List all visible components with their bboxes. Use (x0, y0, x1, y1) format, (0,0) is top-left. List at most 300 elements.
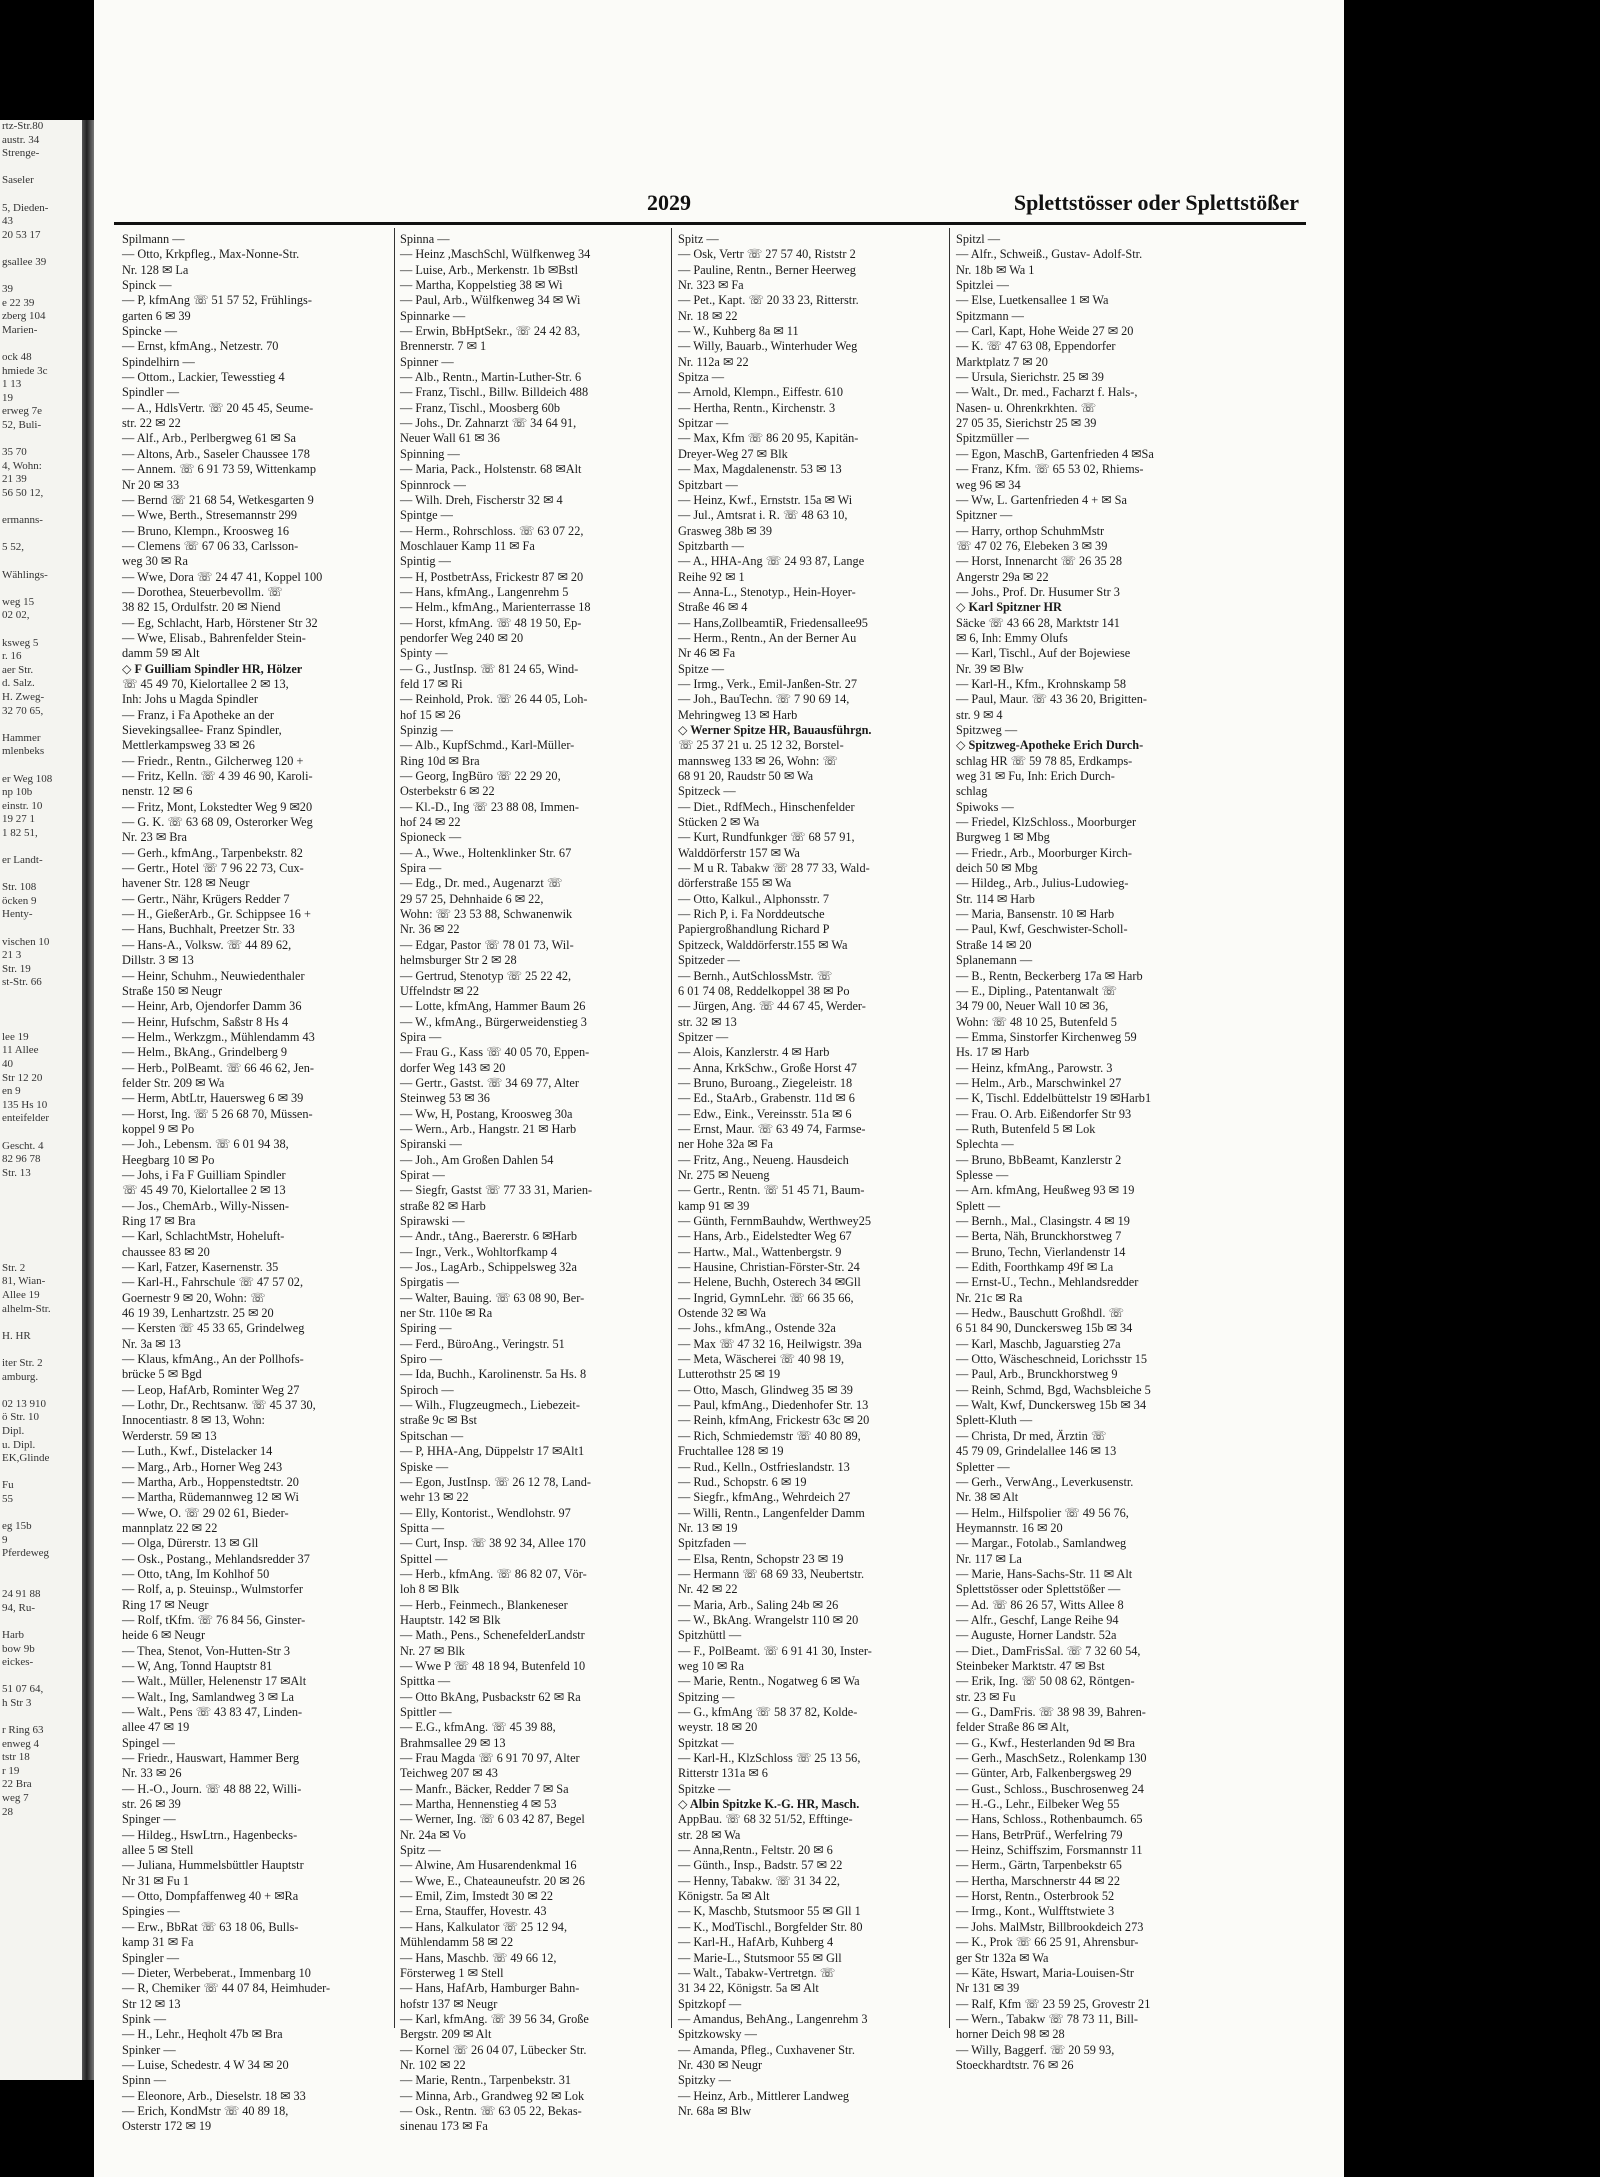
directory-entry-line: — Fritz, Kelln. ☏ 4 39 46 90, Karoli- (122, 769, 313, 784)
directory-entry-line: — Johs. MalMstr, Billbrookdeich 273 (956, 1919, 1144, 1934)
surname-heading: Sievekingsallee- Franz Spindler, (122, 723, 282, 737)
surname-heading: mannplatz 22 ✉ 22 (122, 1520, 218, 1535)
directory-entry-line: — Wwe, O. ☏ 29 02 61, Bieder- (122, 1505, 289, 1520)
directory-entry-line: — Herm., Rentn., An der Berner Au (678, 630, 857, 645)
fragment-line (0, 1615, 82, 1629)
surname-heading: weystr. 18 ✉ 20 (678, 1720, 758, 1735)
directory-entry-line: — Ed., StaArb., Grabenstr. 11d ✉ 6 (678, 1091, 855, 1106)
directory-entry-line: — Hans, Maschb. ☏ 49 66 12, (400, 1950, 557, 1965)
directory-entry-line: — Gerh., MaschSetz., Rolenkamp 130 (956, 1751, 1147, 1766)
directory-entry-line: — Willi, Rentn., Langenfelder Damm (678, 1505, 865, 1520)
fragment-line (0, 759, 82, 773)
directory-entry-line: — F., PolBeamt. ☏ 6 91 41 30, Inster- (678, 1643, 872, 1658)
directory-entry-line: — A., HHA-Ang ☏ 24 93 87, Lange (678, 554, 865, 569)
surname-heading: Ostende 32 ✉ Wa (678, 1306, 766, 1321)
surname-heading: Spitzkat — (678, 1735, 734, 1750)
surname-heading: Spitzing — (678, 1689, 735, 1704)
fragment-line: rtz-Str.80 (2, 120, 44, 132)
fragment-line: 9 (2, 1533, 8, 1546)
directory-entry-line: — Ferd., BüroAng., Veringstr. 51 (400, 1336, 565, 1351)
directory-entry-line: — Karl-H., Kfm., Krohnskamp 58 (956, 676, 1127, 691)
surname-heading: Nr. 33 ✉ 26 (122, 1766, 182, 1781)
surname-heading: Nr. 275 ✉ Neueng (678, 1167, 770, 1182)
directory-entry-line: — Bruno, BbBeamt, Kanzlerstr 2 (956, 1152, 1122, 1167)
surname-heading: Nr. 102 ✉ 22 (400, 2057, 466, 2072)
directory-entry-line: — Hans, HafArb, Hamburger Bahn- (400, 1981, 580, 1996)
directory-entry-line: — Maria, Pack., Holstenstr. 68 ✉Alt (400, 462, 582, 477)
directory-entry-line: ◇ F Guilliam Spindler HR, Hölzer (122, 661, 303, 676)
fragment-line: 1 13 (2, 378, 22, 391)
directory-entry-line: — Wern., Arb., Hangstr. 21 ✉ Harb (400, 1121, 577, 1136)
directory-entry-line: — Walter, Bauing. ☏ 63 08 90, Ber- (400, 1290, 585, 1305)
surname-heading: Nr. 18b ✉ Wa 1 (956, 262, 1035, 277)
fragment-line: Str. 13 (2, 1166, 31, 1179)
directory-entry-line: — Gertr., Rentn. ☏ 51 45 71, Baum- (678, 1183, 865, 1198)
directory-entry-line: — Bruno, Buroang., Ziegeleistr. 18 (678, 1075, 853, 1090)
surname-heading: 31 34 22, Königstr. 5a ✉ Alt (678, 1981, 819, 1996)
directory-entry-line: — Horst, kfmAng. ☏ 48 19 50, Ep- (400, 615, 582, 630)
surname-heading: Osterstr 172 ✉ 19 (122, 2119, 212, 2134)
directory-entry-line: — Wilh., Flugzeugmech., Liebezeit- (400, 1398, 580, 1413)
fragment-line (0, 1235, 82, 1249)
surname-heading: Spinn — (122, 2073, 167, 2088)
directory-entry-line: — E.G., kfmAng. ☏ 45 39 88, (400, 1720, 556, 1735)
directory-entry-line: — Alb., Rentn., Martin-Luther-Str. 6 (400, 370, 582, 385)
surname-heading: Moschlauer Kamp 11 ✉ Fa (400, 538, 535, 553)
fragment-line (0, 1316, 82, 1330)
directory-entry-line: — Helene, Buchh, Osterech 34 ✉Gll (678, 1275, 861, 1290)
directory-entry-line: — Horst, Ing. ☏ 5 26 68 70, Müssen- (122, 1106, 313, 1121)
directory-entry-line: — Bruno, Techn, Vierlandenstr 14 (956, 1244, 1126, 1259)
directory-entry-line: — Math., Pens., SchenefelderLandstr (400, 1628, 585, 1643)
surname-heading: Spink — (122, 2011, 167, 2026)
directory-entry-line: — Ad. ☏ 86 26 57, Witts Allee 8 (956, 1597, 1124, 1612)
scan-border (1344, 0, 1600, 2177)
fragment-line: bow 9b (2, 1642, 35, 1655)
fragment-line (0, 1507, 82, 1521)
running-title: Splettstösser oder Splettstößer (1013, 190, 1299, 215)
surname-heading: Nr. 18 ✉ 22 (678, 308, 738, 323)
fragment-line: Pferdeweg (2, 1547, 50, 1560)
surname-heading: Spitz — (400, 1843, 441, 1858)
surname-heading: Stücken 2 ✉ Wa (678, 815, 760, 830)
fragment-line: 81, Wian- (2, 1275, 46, 1288)
surname-heading: Spingler — (122, 1950, 180, 1965)
directory-entry-line: — P, kfmAng ☏ 51 57 52, Frühlings- (122, 293, 312, 308)
surname-heading: Ring 10d ✉ Bra (400, 753, 480, 768)
fragment-line: u. Dipl. (2, 1438, 36, 1451)
surname-heading: sinenau 173 ✉ Fa (400, 2119, 488, 2134)
fragment-line: 55 (2, 1492, 13, 1505)
directory-entry-line: — Amanda, Pfleg., Cuxhavener Str. (678, 2042, 855, 2057)
fragment-line: eg 15b (2, 1520, 32, 1533)
surname-heading: Nr 46 ✉ Fa (678, 646, 736, 661)
directory-entry-line: — Hans, Buchhalt, Preetzer Str. 33 (122, 922, 295, 937)
directory-entry-line: — Karl, Tischl., Auf der Bojewiese (956, 646, 1131, 661)
directory-entry-line: — Friedel, KlzSchloss., Moorburger (956, 815, 1137, 830)
fragment-line: r Ring 63 (2, 1724, 44, 1737)
surname-heading: Brahmsallee 29 ✉ 13 (400, 1735, 506, 1750)
directory-entry-line: — Karl-H., HafArb, Kuhberg 4 (678, 1935, 834, 1950)
directory-entry-line: — Karl, Maschb, Jaguarstieg 27a (956, 1336, 1121, 1351)
fragment-line (0, 1017, 82, 1031)
directory-entry-line: — Hermann ☏ 68 69 33, Neubertstr. (678, 1566, 865, 1581)
directory-entry-line: — G. K. ☏ 63 68 09, Osterorker Weg (122, 815, 313, 830)
directory-entry-line: — Frau G., Kass ☏ 40 05 70, Eppen- (400, 1045, 590, 1060)
directory-entry-line: — Hans, Schloss., Rothenbaumch. 65 (956, 1812, 1143, 1827)
surname-heading: Nr. 430 ✉ Neugr (678, 2057, 763, 2072)
directory-entry-line: — Gertrud, Stenotyp ☏ 25 22 42, (400, 968, 572, 983)
directory-entry-line: — Heinr, Arb, Ojendorfer Damm 36 (122, 999, 302, 1014)
surname-heading: Ring 17 ✉ Neugr (122, 1597, 209, 1612)
directory-page (94, 0, 1344, 2177)
fragment-line (0, 1670, 82, 1684)
surname-heading: Spinzig — (400, 723, 453, 737)
directory-entry-line: — K. ☏ 47 63 08, Eppendorfer (956, 339, 1116, 354)
directory-entry-line: — Herb., kfmAng. ☏ 86 82 07, Vör- (400, 1566, 587, 1581)
directory-entry-line: — Günth., Insp., Badstr. 57 ✉ 22 (678, 1858, 843, 1873)
surname-heading: Nr. 38 ✉ Alt (956, 1490, 1019, 1505)
surname-heading: Spitzmüller — (956, 431, 1029, 446)
directory-entry-line: — Meta, Wäscherei ☏ 40 98 19, (678, 1352, 845, 1367)
directory-entry-line: — Otto BkAng, Pusbackstr 62 ✉ Ra (400, 1689, 581, 1704)
surname-heading: Reihe 92 ✉ 1 (678, 569, 745, 584)
surname-heading: AppBau. ☏ 68 32 51/52, Efftinge- (678, 1812, 853, 1827)
surname-heading: Spiwoks — (956, 799, 1014, 814)
surname-heading: Inh: Johs u Magda Spindler (122, 692, 258, 707)
surname-heading: Spitzkopf — (678, 1996, 742, 2011)
directory-entry-line: — Ruth, Butenfeld 5 ✉ Lok (956, 1121, 1096, 1136)
directory-entry-line: ◇ Spitzweg-Apotheke Erich Durch- (956, 738, 1144, 753)
surname-heading: Spitzfaden — (678, 1536, 746, 1551)
directory-entry-line: — Marie-L., Stutsmoor 55 ✉ Gll (678, 1950, 842, 1965)
surname-heading: chaussee 83 ✉ 20 (122, 1244, 210, 1259)
directory-entry-line: — Gust., Schloss., Buschrosenweg 24 (956, 1781, 1144, 1796)
surname-heading: deich 50 ✉ Mbg (956, 861, 1038, 876)
directory-entry-line: — Heinz, Kwf., Ernststr. 15a ✉ Wi (678, 492, 853, 507)
directory-entry-line: — W., kfmAng., Bürgerweidenstieg 3 (400, 1014, 587, 1029)
directory-entry-line: — Diet., DamFrisSal. ☏ 7 32 60 54, (956, 1643, 1141, 1658)
surname-heading: Spitzhüttl — (678, 1628, 742, 1643)
surname-heading: wehr 13 ✉ 22 (400, 1490, 469, 1505)
directory-entry-line: — H.-G., Lehr., Eilbeker Weg 55 (956, 1797, 1120, 1812)
directory-entry-line: — Rich, Schmiedemstr ☏ 40 80 89, (678, 1428, 861, 1443)
fragment-line (0, 1466, 82, 1480)
directory-entry-line: — Bernh., Mal., Clasingstr. 4 ✉ 19 (956, 1214, 1130, 1228)
directory-entry-line: — Ingr., Verk., Wohltorfkamp 4 (400, 1244, 558, 1259)
directory-entry-line: — Siegfr., kfmAng., Wehrdeich 27 (678, 1490, 851, 1505)
fragment-line: 21 3 (2, 949, 22, 962)
directory-entry-line: — Friedr., Hauswart, Hammer Berg (122, 1751, 300, 1766)
directory-entry-line: — Osk, Vertr ☏ 27 57 40, Riststr 2 (678, 247, 856, 262)
directory-entry-line: — Alfr., Schweiß., Gustav- Adolf-Str. (956, 247, 1143, 262)
directory-entry-line: — Wern., Tabakw ☏ 78 73 11, Bill- (956, 2011, 1139, 2026)
directory-entry-line: — Otto, Kalkul., Alphonsstr. 7 (678, 891, 829, 906)
surname-heading: Spitzer — (678, 1029, 729, 1044)
column-2 (400, 232, 678, 2134)
directory-entry-line: — A., Wwe., Holtenklinker Str. 67 (400, 845, 572, 860)
directory-entry-line: — Bruno, Klempn., Kroosweg 16 (122, 523, 290, 538)
directory-entry-line: — Franz, Tischl., Moosberg 60b (400, 400, 560, 415)
fragment-line: er Weg 108 (2, 772, 53, 785)
directory-entry-line: — Arnold, Klempn., Eiffestr. 610 (678, 385, 844, 400)
surname-heading: Mettlerkampsweg 33 ✉ 26 (122, 738, 255, 753)
surname-heading: Spintig — (400, 554, 451, 569)
directory-entry-line: — Kl.-D., Ing ☏ 23 88 08, Immen- (400, 799, 579, 814)
directory-entry-line: — Karl-H., Fahrschule ☏ 47 57 02, (122, 1275, 304, 1290)
directory-entry-line: — Fritz, Ang., Neueng. Hausdeich (678, 1152, 849, 1167)
surname-heading: Spitzeck — (678, 784, 736, 799)
directory-entry-line: — Luise, Schedestr. 4 W 34 ✉ 20 (122, 2057, 289, 2072)
surname-heading: Angerstr 29a ✉ 22 (956, 569, 1049, 584)
directory-entry-line: — Fritz, Mont, Lokstedter Weg 9 ✉20 (122, 799, 313, 814)
directory-entry-line: — Erwin, BbHptSekr., ☏ 24 42 83, (400, 324, 581, 339)
directory-entry-line: — Edgar, Pastor ☏ 78 01 73, Wil- (400, 937, 574, 952)
directory-entry-line: — Helm., Hilfspolier ☏ 49 56 76, (956, 1505, 1129, 1520)
directory-entry-line: — Hertha, Marschnerstr 44 ✉ 22 (956, 1873, 1120, 1888)
fragment-line: d. Salz. (2, 677, 35, 690)
directory-entry-line: — Pet., Kapt. ☏ 20 33 23, Ritterstr. (678, 293, 859, 308)
directory-entry-line: — Friedr., Rentn., Gilcherweg 120 + (122, 753, 304, 768)
surname-heading: Spinker — (122, 2042, 176, 2057)
directory-entry-line: — Hertha, Rentn., Kirchenstr. 3 (678, 400, 836, 415)
fragment-line: erweg 7e (2, 405, 43, 418)
surname-heading: Spletter — (956, 1459, 1010, 1474)
surname-heading: Nr. 68a ✉ Blw (678, 2103, 752, 2118)
surname-heading: Spitzky — (678, 2073, 731, 2088)
directory-entry-line: — Herb., Feinmech., Blankeneser (400, 1597, 568, 1612)
surname-heading: Brennerstr. 7 ✉ 1 (400, 339, 487, 354)
surname-heading: Nr. 3a ✉ 13 (122, 1336, 181, 1351)
surname-heading: dorfer Weg 143 ✉ 20 (400, 1060, 506, 1075)
surname-heading: Fruchtallee 128 ✉ 19 (678, 1444, 784, 1459)
directory-entry-line: — Herm., Gärtn, Tarpenbekstr 65 (956, 1858, 1122, 1873)
directory-entry-line: — Marie, Hans-Sachs-Str. 11 ✉ Alt (956, 1566, 1133, 1581)
surname-heading: Spitzmann — (956, 308, 1024, 323)
surname-heading: Spitschan — (400, 1428, 464, 1443)
surname-heading: Heegbarg 10 ✉ Po (122, 1152, 215, 1167)
directory-entry-line: — Alois, Kanzlerstr. 4 ✉ Harb (678, 1045, 830, 1060)
surname-heading: Nr 131 ✉ 39 (956, 1981, 1020, 1996)
directory-entry-line: — Auguste, Horner Landstr. 52a (956, 1628, 1117, 1643)
directory-entry-line: — Luth., Kwf., Distelacker 14 (122, 1444, 273, 1459)
directory-entry-line: — Hausine, Christian-Förster-Str. 24 (678, 1260, 860, 1275)
fragment-line (0, 868, 82, 882)
directory-entry-line: — Rud., Kelln., Ostfrieslandstr. 13 (678, 1459, 850, 1474)
fragment-line: Hammer (2, 731, 41, 744)
directory-entry-line: — H., GießerArb., Gr. Schippsee 16 + (122, 907, 311, 922)
surname-heading: Nr. 13 ✉ 19 (678, 1520, 738, 1535)
directory-entry-line: — Maria, Arb., Saling 24b ✉ 26 (678, 1597, 839, 1612)
directory-entry-line: — Rolf, a, p. Steuinsp., Wulmstorfer (122, 1582, 303, 1597)
directory-entry-line: — Martha, Rüdemannweg 12 ✉ Wi (122, 1490, 299, 1505)
directory-entry-line: — Herm., Rohrschloss. ☏ 63 07 22, (400, 523, 584, 538)
fragment-line: 22 Bra (2, 1778, 32, 1791)
surname-heading: Spinger — (122, 1812, 176, 1827)
directory-entry-line: — Leop, HafArb, Rominter Weg 27 (122, 1382, 300, 1397)
fragment-line: Str. 108 (2, 881, 37, 894)
directory-entry-line: — Osk., Postang., Mehlandsredder 37 (122, 1551, 310, 1566)
directory-entry-line: — Otto, Krkpfleg., Max-Nonne-Str. (122, 247, 300, 262)
fragment-line: iter Str. 2 (2, 1357, 43, 1370)
surname-heading: Mehringweg 13 ✉ Harb (678, 707, 798, 722)
directory-entry-line: — Günter, Arb, Falkenbergsweg 29 (956, 1766, 1132, 1781)
surname-heading: Splett-Kluth — (956, 1413, 1033, 1428)
directory-entry-line: — Max, Kfm ☏ 86 20 95, Kapitän- (678, 431, 859, 446)
directory-entry-line: — Rich P, i. Fa Norddeutsche (678, 907, 825, 922)
directory-entry-line: — W, Ang, Tonnd Hauptstr 81 (122, 1658, 273, 1673)
directory-entry-line: — Ida, Buchh., Karolinenstr. 5a Hs. 8 (400, 1367, 587, 1382)
fragment-line: er Landt- (2, 854, 43, 867)
fragment-line: einstr. 10 (2, 799, 43, 812)
directory-entry-line: — Reinhold, Prok. ☏ 26 44 05, Loh- (400, 692, 588, 707)
surname-heading: Hauptstr. 142 ✉ Blk (400, 1612, 501, 1627)
surname-heading: 6 01 74 08, Reddelkoppel 38 ✉ Po (678, 983, 850, 998)
fragment-line: np 10b (2, 786, 33, 799)
fragment-line (0, 1194, 82, 1208)
surname-heading: Spira — (400, 1029, 442, 1044)
fragment-line: 21 39 (2, 473, 27, 486)
directory-entry-line: — Martha, Hennenstieg 4 ✉ 53 (400, 1797, 557, 1812)
surname-heading: Nr. 36 ✉ 22 (400, 922, 460, 937)
fragment-line: Str. 2 (2, 1261, 26, 1274)
directory-entry-line: — Heinr, Schuhm., Neuwiedenthaler (122, 968, 305, 983)
directory-entry-line: — Johs., Dr. Zahnarzt ☏ 34 64 91, (400, 416, 577, 431)
directory-entry-line: — Elly, Kontorist., Wendlohstr. 97 (400, 1505, 571, 1520)
fragment-line (0, 1384, 82, 1398)
fragment-line: 02 13 910 (2, 1397, 46, 1410)
surname-heading: ☏ 25 37 21 u. 25 12 32, Borstel- (678, 738, 844, 753)
fragment-line: 4, Wohn: (2, 459, 42, 472)
directory-entry-line: — Paul, Arb., Brunckhorstweg 9 (956, 1367, 1118, 1382)
directory-entry-line: — Erw., BbRat ☏ 63 18 06, Bulls- (122, 1919, 299, 1934)
directory-entry-line: — Max, Magdalenenstr. 53 ✉ 13 (678, 462, 842, 477)
surname-heading: Spitzar — (678, 416, 729, 431)
header-rule (114, 222, 1306, 225)
surname-heading: 27 05 35, Sierichstr 25 ✉ 39 (956, 416, 1097, 431)
surname-heading: allee 47 ✉ 19 (122, 1720, 190, 1735)
surname-heading: Str 12 ✉ 13 (122, 1996, 181, 2011)
surname-heading: Grasweg 38b ✉ 39 (678, 523, 772, 538)
surname-heading: Spingel — (122, 1735, 175, 1750)
fragment-line: EK,Glinde (2, 1452, 50, 1465)
surname-heading: Neuer Wall 61 ✉ 36 (400, 431, 500, 446)
surname-heading: Spindler — (122, 385, 180, 400)
directory-entry-line: — Günth, FernmBauhdw, Werthwey25 (678, 1214, 872, 1228)
directory-entry-line: — Anna, KrkSchw., Große Horst 47 (678, 1060, 857, 1075)
surname-heading: Nr. 128 ✉ La (122, 262, 189, 277)
directory-entry-line: — Wwe, E., Chateauneufstr. 20 ✉ 26 (400, 1873, 585, 1888)
previous-page-fragment (0, 120, 82, 2080)
directory-entry-line: — Maria, Bansenstr. 10 ✉ Harb (956, 907, 1115, 922)
directory-entry-line: — Kersten ☏ 45 33 65, Grindelweg (122, 1321, 305, 1336)
fragment-line (0, 528, 82, 542)
surname-heading: Spitzeck, Walddörferstr.155 ✉ Wa (678, 937, 848, 952)
surname-heading: Spinty — (400, 646, 448, 661)
directory-entry-line: — Frau Magda ☏ 6 91 70 97, Alter (400, 1751, 580, 1766)
directory-entry-line: — G., DamFris. ☏ 38 98 39, Bahren- (956, 1705, 1146, 1719)
directory-entry-line: — Wwe, Dora ☏ 24 47 41, Koppel 100 (122, 569, 323, 584)
directory-entry-line: — Juliana, Hummelsbüttler Hauptstr (122, 1858, 304, 1873)
surname-heading: koppel 9 ✉ Po (122, 1121, 195, 1136)
directory-entry-line: — Paul, Kwf, Geschwister-Scholl- (956, 922, 1128, 937)
surname-heading: Spittler — (400, 1705, 452, 1719)
directory-entry-line: — Alf., Arb., Perlbergweg 61 ✉ Sa (122, 431, 297, 446)
surname-heading: straße 82 ✉ Harb (400, 1198, 486, 1213)
book-gutter (82, 120, 94, 2080)
surname-heading: nenstr. 12 ✉ 6 (122, 784, 193, 799)
directory-entry-line: — Jos., LagArb., Schippelsweg 32a (400, 1260, 577, 1275)
directory-entry-line: — W., BkAng. Wrangelstr 110 ✉ 20 (678, 1612, 859, 1627)
fragment-line (0, 1180, 82, 1194)
surname-heading: Ring 17 ✉ Bra (122, 1214, 196, 1228)
fragment-line: r 19 (2, 1764, 20, 1777)
directory-entry-line: — Lothr, Dr., Rechtsanw. ☏ 45 37 30, (122, 1398, 316, 1413)
fragment-line: mlenbeks (2, 745, 45, 758)
directory-entry-line: — G., Kwf., Hesterlanden 9d ✉ Bra (956, 1735, 1136, 1750)
directory-entry-line: — Hartw., Mal., Wattenbergstr. 9 (678, 1244, 842, 1259)
directory-entry-line: — Marie, Rentn., Nogatweg 6 ✉ Wa (678, 1674, 860, 1689)
directory-entry-line: — Marg., Arb., Horner Weg 243 (122, 1459, 283, 1474)
surname-heading: Straße 46 ✉ 4 (678, 600, 748, 615)
directory-entry-line: — Bernd ☏ 21 68 54, Wetkesgarten 9 (122, 492, 314, 507)
fragment-line: 39 (2, 283, 13, 296)
fragment-line: Wählings- (2, 568, 48, 581)
surname-heading: Spiro — (400, 1352, 443, 1367)
directory-entry-line: — Eleonore, Arb., Dieselstr. 18 ✉ 33 (122, 2088, 306, 2103)
surname-heading: Nr. 323 ✉ Fa (678, 278, 744, 293)
directory-entry-line: — Willy, Baggerf. ☏ 20 59 93, (956, 2042, 1115, 2057)
surname-heading: Spinna — (400, 232, 450, 246)
fragment-line: öcken 9 (2, 894, 37, 907)
surname-heading: Nr. 21c ✉ Ra (956, 1290, 1023, 1305)
directory-entry-line: — Kornel ☏ 26 04 07, Lübecker Str. (400, 2042, 587, 2057)
surname-heading: Werderstr. 59 ✉ 13 (122, 1428, 217, 1443)
directory-entry-line: — Hans,ZollbeamtiR, Friedensallee95 (678, 615, 868, 630)
directory-entry-line: — Elsa, Rentn, Schopstr 23 ✉ 19 (678, 1551, 844, 1566)
surname-heading: Nr 31 ✉ Fu 1 (122, 1873, 190, 1888)
surname-heading: havener Str. 128 ✉ Neugr (122, 876, 250, 891)
directory-entry-line: — Andr., tAng., Baererstr. 6 ✉Harb (400, 1229, 577, 1244)
surname-heading: Splechta — (956, 1137, 1014, 1152)
fragment-line: Str 12 20 (2, 1071, 43, 1084)
surname-heading: Mühlendamm 58 ✉ 22 (400, 1935, 514, 1950)
fragment-line: Strenge- (2, 147, 40, 160)
surname-heading: Spinnrock — (400, 477, 466, 492)
fragment-line: Harb (2, 1628, 24, 1641)
directory-entry-line: — Luise, Arb., Merkenstr. 1b ✉Bstl (400, 262, 579, 277)
surname-heading: Spincke — (122, 324, 177, 339)
directory-entry-line: — Helm., Arb., Marschwinkel 27 (956, 1075, 1122, 1090)
directory-entry-line: — Horst, Rentn., Osterbrook 52 (956, 1889, 1115, 1904)
surname-heading: Spindelhirn — (122, 354, 195, 369)
fragment-line (0, 161, 82, 175)
directory-entry-line: — Martha, Koppelstieg 38 ✉ Wi (400, 278, 563, 293)
fragment-line (0, 242, 82, 256)
surname-heading: garten 6 ✉ 39 (122, 308, 191, 323)
surname-heading: Wohn: ☏ 48 10 25, Butenfeld 5 (956, 1014, 1117, 1029)
directory-entry-line: — Walt, Kwf, Dunckersweg 15b ✉ 34 (956, 1398, 1147, 1413)
directory-entry-line: — Ernst, Maur. ☏ 63 49 74, Farmse- (678, 1121, 866, 1136)
surname-heading: Spitze — (678, 661, 725, 676)
surname-heading: Stoeckhardtstr. 76 ✉ 26 (956, 2057, 1074, 2072)
directory-entry-line: — Amandus, BehAng., Langenrehm 3 (678, 2011, 868, 2026)
directory-entry-line: — Ursula, Sierichstr. 25 ✉ 39 (956, 370, 1104, 385)
surname-heading: brücke 5 ✉ Bgd (122, 1367, 202, 1382)
fragment-line: e 22 39 (2, 296, 35, 309)
surname-heading: ger Str 132a ✉ Wa (956, 1950, 1049, 1965)
fragment-line (0, 922, 82, 936)
